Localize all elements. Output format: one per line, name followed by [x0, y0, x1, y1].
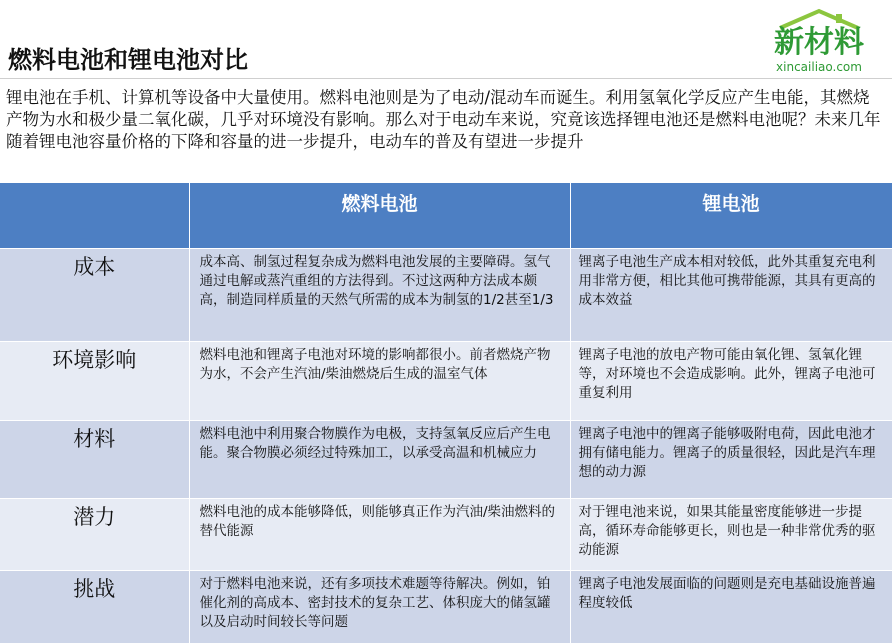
- cell-fuel: 成本高、制氢过程复杂成为燃料电池发展的主要障碍。氢气通过电解或蒸汽重组的方法得到。不过这两种方法成本颇高，制造同样质量的天然气所需的成本为制氢的1/2甚至1/3: [189, 249, 570, 342]
- row-label-material: 材料: [0, 421, 189, 499]
- table-header-row: [0, 183, 892, 249]
- page-title: 燃料电池和锂电池对比: [8, 46, 248, 74]
- logo-url: xincailiao.com: [776, 60, 862, 74]
- cell-fuel: 燃料电池和锂离子电池对环境的影响都很小。前者燃烧产物为水，不会产生汽油/柴油燃烧后生成的温室气体: [189, 342, 570, 421]
- cell-lithium: 锂离子电池生产成本相对较低，此外其重复充电利用非常方便，相比其他可携带能源，其具有更高的成本效益: [570, 249, 892, 342]
- cell-lithium: 锂离子电池发展面临的问题则是充电基础设施普遍程度较低: [570, 571, 892, 643]
- brand-logo: [756, 8, 882, 74]
- cell-fuel: 燃料电池的成本能够降低，则能够真正作为汽油/柴油燃料的替代能源: [189, 499, 570, 571]
- row-label-potential: 潜力: [0, 499, 189, 571]
- logo-name: 新材料: [774, 25, 864, 60]
- table-row: [0, 249, 892, 342]
- cell-fuel: 对于燃料电池来说，还有多项技术难题等待解决。例如，铂催化剂的高成本、密封技术的复杂工艺、体积庞大的储氢罐以及启动时间较长等问题: [189, 571, 570, 643]
- cell-lithium: 锂离子电池中的锂离子能够吸附电荷，因此电池才拥有储电能力。锂离子的质量很轻，因此是汽车理想的动力源: [570, 421, 892, 499]
- intro-paragraph: 锂电池在手机、计算机等设备中大量使用。燃料电池则是为了电动/混动车而诞生。利用氢氧化学反应产生电能，其燃烧产物为水和极少量二氧化碳，几乎对环境没有影响。那么对于电动车来说，究竟该选择锂电池还是燃料电池呢？未来几年随着锂电池容量价格的下降和容量的进一步提升，电动车的普及有望进一步提升: [6, 88, 881, 151]
- header-fuel-cell: 燃料电池: [189, 183, 570, 249]
- cell-lithium: 锂离子电池的放电产物可能由氧化锂、氢氧化锂等，对环境也不会造成影响。此外，锂离子电池可重复利用: [570, 342, 892, 421]
- cell-lithium: 对于锂电池来说，如果其能量密度能够进一步提高，循环寿命能够更长，则也是一种非常优秀的驱动能源: [570, 499, 892, 571]
- comparison-table: [0, 183, 892, 643]
- table-row: [0, 499, 892, 571]
- table-row: [0, 342, 892, 421]
- header-lithium: 锂电池: [570, 183, 892, 249]
- table-row: [0, 571, 892, 643]
- table-row: [0, 421, 892, 499]
- header-empty: [0, 183, 189, 249]
- row-label-challenge: 挑战: [0, 571, 189, 643]
- header-divider: [0, 78, 892, 79]
- cell-fuel: 燃料电池中利用聚合物膜作为电极，支持氢氧反应后产生电能。聚合物膜必须经过特殊加工，以承受高温和机械应力: [189, 421, 570, 499]
- row-label-environment: 环境影响: [0, 342, 189, 421]
- row-label-cost: 成本: [0, 249, 189, 342]
